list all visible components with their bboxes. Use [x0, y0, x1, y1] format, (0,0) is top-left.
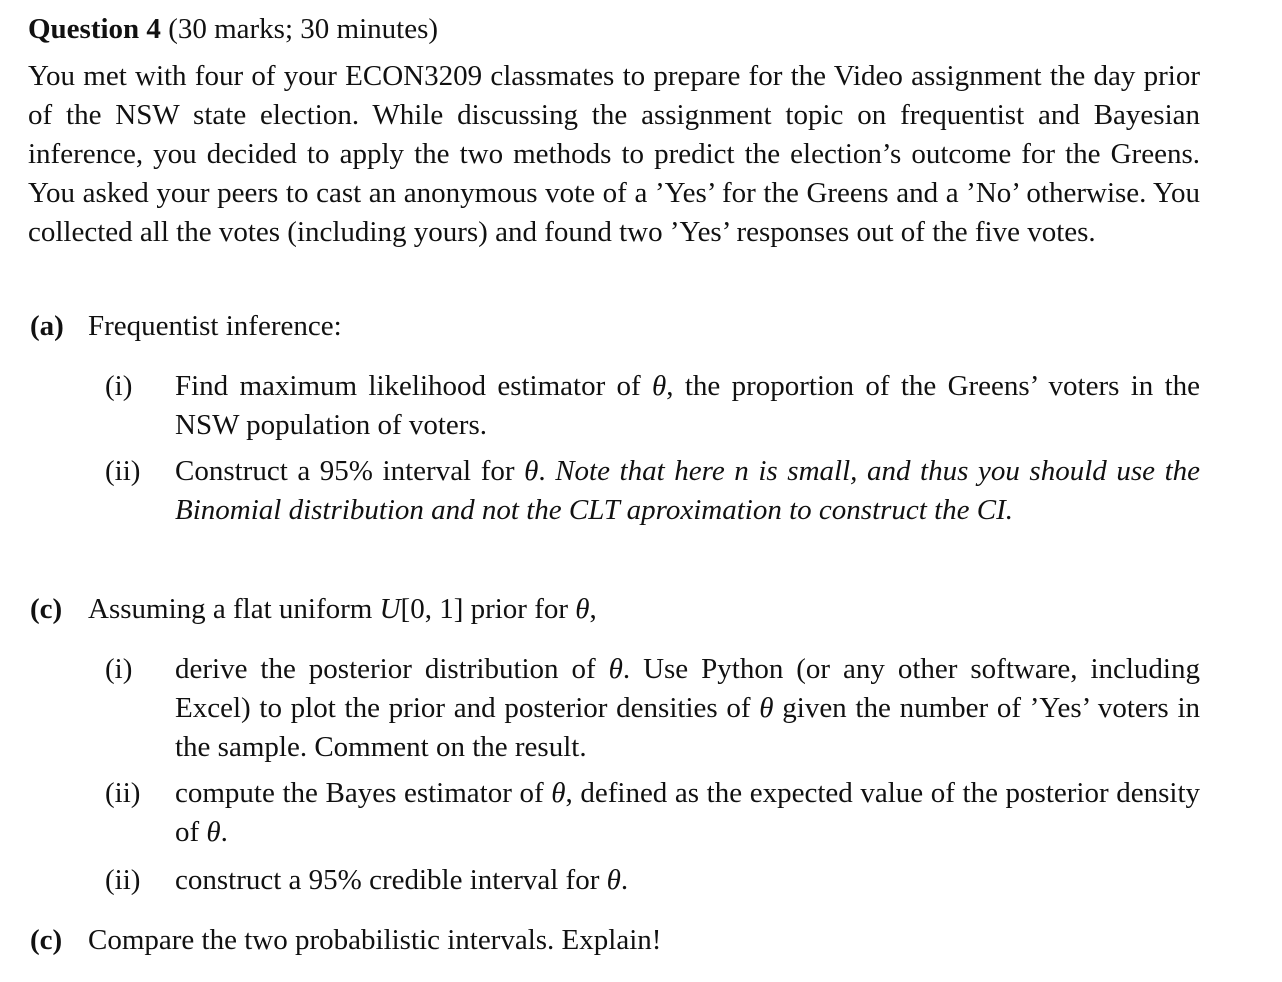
part-c-item-ii-text-post: .	[220, 816, 228, 848]
part-a-item-ii-label: (ii)	[105, 455, 141, 487]
part-c2-label: (c)	[30, 924, 63, 956]
question-intro: You met with four of your ECON3209 classmates to prepare for the Video assignment the day prior of the NSW state election. While discussing the assignment topic on frequentist and Bayesian inference, you decided to apply the two methods to predict the election’s outcome for the Greens. You asked your peers to cast an anonymous vote of a ’Yes’ for the Greens and a ’No’ otherwise. You collected all the votes (including yours) and found two ’Yes’ responses out of the five votes.	[28, 60, 1200, 248]
part-c-item-i-text-mid: . Use Python (or any other software, including Excel) to plot the prior and posterior densities of	[175, 653, 1200, 724]
part-c-item-ii-text-pre: compute the Bayes estimator of	[175, 777, 552, 809]
theta-symbol: θ	[652, 370, 667, 402]
part-a-item-ii-note: Note that here n is small, and thus you should use the Binomial distribution and not the CLT aproximation to construct the CI.	[175, 455, 1201, 526]
uniform-symbol: U	[379, 593, 401, 625]
theta-symbol: θ	[524, 455, 539, 487]
part-c-item-i-text-pre: derive the posterior distribution of	[175, 653, 609, 685]
part-c-item-iii-text-post: .	[620, 864, 629, 896]
part-a-item-ii-text-pre: Construct a 95% interval for	[175, 455, 525, 487]
part-c2-title: Compare the two probabilistic intervals. Explain!	[88, 924, 662, 956]
part-c-item-ii-text-mid: , defined as the expected value of the posterior density of	[175, 777, 1200, 848]
part-a-item-i-text-post: , the proportion of the Greens’ voters in the NSW population of voters.	[175, 370, 1201, 441]
part-a-item-i-label: (i)	[105, 370, 133, 402]
part-a-title: Frequentist inference:	[88, 310, 342, 342]
part-c-item-iii	[105, 861, 1200, 900]
part-c-title-mid: [0, 1] prior for	[400, 593, 576, 625]
part-c-item-iii-text-pre: construct a 95% credible interval for	[175, 864, 607, 896]
theta-symbol: θ	[759, 692, 774, 724]
part-c-item-i-text-post: given the number of ’Yes’ voters in the sample. Comment on the result.	[175, 692, 1200, 763]
question-number: Question 4	[28, 13, 161, 45]
theta-symbol: θ	[606, 864, 621, 896]
part-c-label: (c)	[30, 593, 63, 625]
part-a-label: (a)	[30, 310, 64, 342]
theta-symbol: θ	[206, 816, 221, 848]
question-heading	[28, 10, 438, 49]
part-c-title-post: ,	[589, 593, 597, 625]
part-a-item-i	[105, 367, 1201, 445]
theta-symbol: θ	[551, 777, 566, 809]
theta-symbol: θ	[608, 653, 623, 685]
part-c-heading	[30, 590, 597, 629]
part-a-item-ii	[105, 452, 1201, 530]
part-a-heading	[30, 307, 342, 346]
part-c-item-i-label: (i)	[105, 653, 133, 685]
part-a-item-ii-text-post: .	[538, 455, 556, 487]
part-c-item-ii	[105, 774, 1200, 852]
question-meta: (30 marks; 30 minutes)	[168, 13, 439, 45]
theta-symbol: θ	[575, 593, 590, 625]
part-c2-heading	[30, 921, 661, 960]
part-c-title-pre: Assuming a flat uniform	[88, 593, 380, 625]
part-c-item-ii-label: (ii)	[105, 777, 141, 809]
part-a-item-i-text-pre: Find maximum likelihood estimator of	[175, 370, 653, 402]
part-c-item-i	[105, 650, 1200, 767]
part-c-item-iii-label: (ii)	[105, 864, 141, 896]
